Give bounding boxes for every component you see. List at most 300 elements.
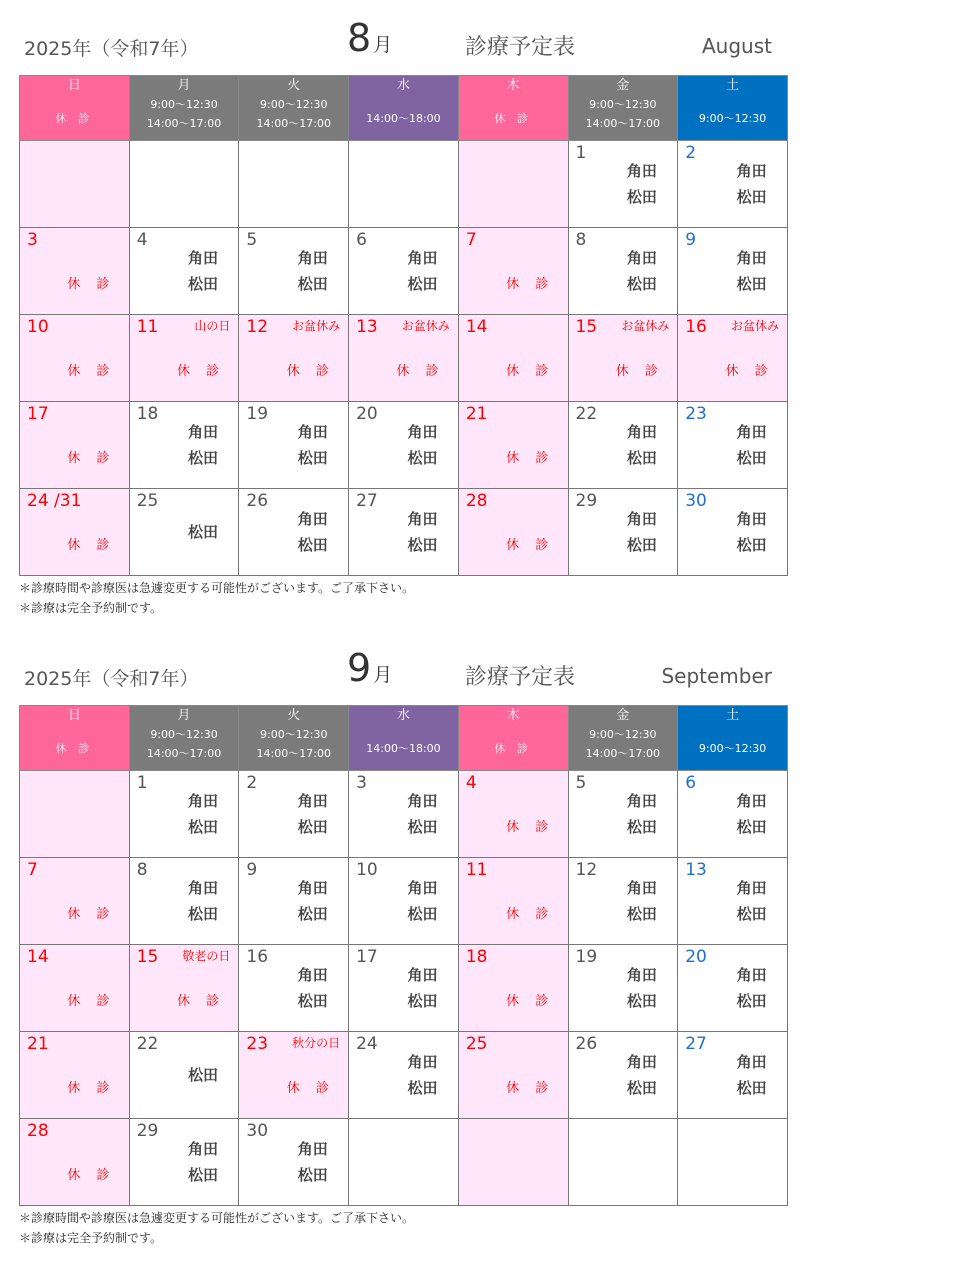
notes <box>19 1208 788 1248</box>
hours-label: 9:00～12:30 <box>698 742 767 755</box>
day-cell <box>20 945 130 1032</box>
doctor-name: 松田 <box>736 992 767 1010</box>
date-number: 8 <box>136 860 148 880</box>
hours-label: 14:00～17:00 <box>146 117 222 130</box>
doctor-name: 角田 <box>297 249 328 267</box>
day-cell <box>568 315 678 402</box>
doctor-name: 角田 <box>297 1140 328 1158</box>
doctor-name: 松田 <box>626 1079 657 1097</box>
day-cell <box>239 771 349 858</box>
doctor-name: 松田 <box>297 992 328 1010</box>
doctor-name: 角田 <box>736 1053 767 1071</box>
doctor-name: 角田 <box>188 423 219 441</box>
date-number: 10 <box>356 860 378 880</box>
weekday-header <box>568 76 678 141</box>
date-number: 22 <box>136 1034 159 1054</box>
day-cell <box>678 771 788 858</box>
day-cell <box>678 858 788 945</box>
day-cell <box>129 489 239 576</box>
day-cell <box>349 228 459 315</box>
doctor-name: 角田 <box>626 966 657 984</box>
day-cell <box>349 315 459 402</box>
notes <box>19 578 788 618</box>
doctor-name: 角田 <box>736 510 767 528</box>
day-cell <box>129 315 239 402</box>
date-number: 12 <box>575 860 598 880</box>
doctor-name: 松田 <box>736 905 767 923</box>
day-cell <box>349 1119 459 1206</box>
closed-label: 休 診 <box>506 1081 555 1096</box>
date-number: 6 <box>356 230 367 250</box>
doctor-name: 松田 <box>736 1079 767 1097</box>
hours-label: 9:00～12:30 <box>260 728 328 741</box>
doctor-name: 角田 <box>188 249 219 267</box>
date-number: 19 <box>575 947 598 967</box>
doctor-name: 松田 <box>626 992 657 1010</box>
doctor-name: 松田 <box>407 818 438 836</box>
closed-label: 休 診 <box>67 1081 116 1096</box>
weekday-name: 日 <box>67 78 81 93</box>
date-number: 3 <box>356 773 367 793</box>
date-number: 6 <box>685 773 697 793</box>
holiday-label: お盆休み <box>401 319 450 333</box>
calendar-table <box>19 705 788 1206</box>
day-cell <box>678 402 788 489</box>
calendar-september <box>19 630 788 1248</box>
closed-label: 休 診 <box>506 451 555 466</box>
week-row <box>20 489 788 576</box>
doctor-name: 松田 <box>736 818 767 836</box>
date-number: 27 <box>685 1034 707 1054</box>
date-number: 23 <box>246 1034 269 1054</box>
date-number: 3 <box>27 230 38 250</box>
date-number: 21 <box>465 404 488 424</box>
holiday-label: お盆休み <box>292 319 341 333</box>
week-row <box>20 1032 788 1119</box>
month-english: September <box>661 664 772 688</box>
closed-label: 休 診 <box>176 994 226 1009</box>
day-cell <box>239 402 349 489</box>
day-cell <box>129 771 239 858</box>
doctor-name: 松田 <box>407 275 438 293</box>
date-number: 13 <box>356 317 378 337</box>
month-english: August <box>702 34 772 58</box>
doctor-name: 松田 <box>736 449 767 467</box>
date-number: 29 <box>136 1121 159 1141</box>
doctor-name: 松田 <box>188 523 219 541</box>
hours-label: 9:00～12:30 <box>698 112 767 125</box>
day-cell <box>20 489 130 576</box>
date-number: 20 <box>356 404 378 424</box>
doctor-name: 角田 <box>736 162 767 180</box>
doctor-name: 松田 <box>297 536 328 554</box>
week-row <box>20 1119 788 1206</box>
closed-label: 休 診 <box>506 820 555 835</box>
date-number: 4 <box>136 230 148 250</box>
doctor-name: 松田 <box>407 905 438 923</box>
closed-label: 休 診 <box>506 538 555 553</box>
day-cell <box>568 858 678 945</box>
date-number: 16 <box>246 947 269 967</box>
closed-label: 休 診 <box>506 364 555 379</box>
doctor-name: 松田 <box>297 1166 328 1184</box>
holiday-label: 山の日 <box>194 319 231 333</box>
day-cell <box>458 489 568 576</box>
day-cell <box>129 402 239 489</box>
day-cell <box>239 228 349 315</box>
date-number: 30 <box>685 491 707 511</box>
day-cell <box>568 141 678 228</box>
date-number: 7 <box>27 860 38 880</box>
month-header <box>19 630 788 705</box>
doctor-name: 松田 <box>407 536 438 554</box>
doctor-name: 角田 <box>297 423 328 441</box>
day-cell <box>568 489 678 576</box>
holiday-label: お盆休み <box>621 319 670 333</box>
holiday-label: 秋分の日 <box>292 1036 341 1050</box>
schedule-title: 診療予定表 <box>465 35 576 60</box>
doctor-name: 松田 <box>297 275 328 293</box>
closed-label: 休 診 <box>67 364 116 379</box>
day-cell <box>239 489 349 576</box>
weekday-header <box>458 76 568 141</box>
era-label: 2025年（令和7年） <box>24 668 199 690</box>
day-cell <box>129 1119 239 1206</box>
closed-label: 休 診 <box>176 364 226 379</box>
weekday-name: 火 <box>287 708 301 723</box>
doctor-name: 角田 <box>407 510 438 528</box>
weekday-name: 月 <box>177 708 191 723</box>
doctor-name: 松田 <box>188 905 219 923</box>
doctor-name: 松田 <box>626 188 657 206</box>
doctor-name: 松田 <box>626 449 657 467</box>
closed-label: 休 診 <box>396 364 445 379</box>
date-number: 17 <box>27 404 49 424</box>
doctor-name: 角田 <box>736 249 767 267</box>
day-cell <box>129 858 239 945</box>
doctor-name: 角田 <box>297 792 328 810</box>
hours-label: 9:00～12:30 <box>150 728 218 741</box>
day-cell <box>678 1032 788 1119</box>
day-cell <box>349 141 459 228</box>
date-number: 11 <box>136 317 159 337</box>
day-cell <box>458 945 568 1032</box>
date-number: 8 <box>575 230 587 250</box>
closed-label: 休 診 <box>725 364 774 379</box>
weekday-header <box>678 706 788 771</box>
weekday-header <box>20 706 130 771</box>
date-number: 1 <box>136 773 148 793</box>
doctor-name: 角田 <box>407 966 438 984</box>
day-cell <box>349 489 459 576</box>
doctor-name: 松田 <box>188 449 219 467</box>
note-line: ＊診療は完全予約制です。 <box>19 1231 163 1245</box>
hours-label: 14:00～17:00 <box>256 747 331 760</box>
doctor-name: 松田 <box>626 275 657 293</box>
doctor-name: 角田 <box>736 879 767 897</box>
closed-label: 休 診 <box>494 112 532 125</box>
doctor-name: 角田 <box>407 423 438 441</box>
date-number: 27 <box>356 491 378 511</box>
date-number: 18 <box>136 404 159 424</box>
day-cell <box>458 228 568 315</box>
month-header <box>19 0 788 75</box>
closed-label: 休 診 <box>67 1168 116 1183</box>
day-cell <box>349 945 459 1032</box>
doctor-name: 角田 <box>407 249 438 267</box>
weekday-name: 土 <box>726 708 740 723</box>
closed-label: 休 診 <box>67 538 116 553</box>
date-number: 24 <box>356 1034 378 1054</box>
weekday-name: 月 <box>177 78 191 93</box>
note-line: ＊診療時間や診療医は急遽変更する可能性がございます。ご了承下さい。 <box>19 581 415 595</box>
note-line: ＊診療は完全予約制です。 <box>19 601 163 615</box>
closed-label: 休 診 <box>615 364 664 379</box>
day-cell <box>20 1119 130 1206</box>
day-cell <box>678 228 788 315</box>
hours-label: 9:00～12:30 <box>589 728 657 741</box>
hours-label: 14:00～17:00 <box>256 117 331 130</box>
month-number: 8 月 <box>347 16 393 60</box>
weekday-header <box>239 706 349 771</box>
date-number: 25 <box>136 491 159 511</box>
date-number: 15 <box>136 947 159 967</box>
day-cell <box>349 1032 459 1119</box>
doctor-name: 松田 <box>297 905 328 923</box>
week-row <box>20 141 788 228</box>
doctor-name: 松田 <box>407 1079 438 1097</box>
date-number: 20 <box>685 947 707 967</box>
week-row <box>20 771 788 858</box>
date-number: 26 <box>575 1034 598 1054</box>
weekday-header <box>129 76 239 141</box>
doctor-name: 角田 <box>626 792 657 810</box>
date-number: 30 <box>246 1121 269 1141</box>
day-cell <box>129 1032 239 1119</box>
closed-label: 休 診 <box>286 1081 335 1096</box>
doctor-name: 角田 <box>626 510 657 528</box>
doctor-name: 松田 <box>626 905 657 923</box>
closed-label: 休 診 <box>506 277 555 292</box>
day-cell <box>20 141 130 228</box>
date-number: 25 <box>465 1034 488 1054</box>
weekday-name: 木 <box>506 708 520 723</box>
weekday-name: 日 <box>67 708 81 723</box>
hours-label: 14:00～18:00 <box>366 742 441 755</box>
date-number: 14 <box>27 947 49 967</box>
closed-label: 休 診 <box>55 742 94 755</box>
weekday-name: 金 <box>616 708 630 723</box>
date-number: 7 <box>465 230 477 250</box>
date-number: 12 <box>246 317 269 337</box>
doctor-name: 角田 <box>736 966 767 984</box>
closed-label: 休 診 <box>67 994 116 1009</box>
weekday-header <box>129 706 239 771</box>
weekday-name: 水 <box>396 708 410 723</box>
closed-label: 休 診 <box>67 907 116 922</box>
doctor-name: 松田 <box>297 449 328 467</box>
doctor-name: 松田 <box>626 536 657 554</box>
doctor-name: 角田 <box>407 1053 438 1071</box>
doctor-name: 松田 <box>736 275 767 293</box>
date-number: 1 <box>575 143 587 163</box>
hours-label: 9:00～12:30 <box>589 98 657 111</box>
day-cell <box>458 1119 568 1206</box>
doctor-name: 角田 <box>297 879 328 897</box>
date-number: 29 <box>575 491 598 511</box>
day-cell <box>239 858 349 945</box>
day-cell <box>20 771 130 858</box>
weekday-header <box>568 706 678 771</box>
holiday-label: 敬老の日 <box>182 949 231 963</box>
calendar-august <box>19 0 788 618</box>
closed-label: 休 診 <box>67 451 116 466</box>
day-cell <box>568 402 678 489</box>
note-line: ＊診療時間や診療医は急遽変更する可能性がございます。ご了承下さい。 <box>19 1211 415 1225</box>
month-number: 9 月 <box>347 646 393 690</box>
day-cell <box>20 1032 130 1119</box>
date-number: 13 <box>685 860 707 880</box>
day-cell <box>349 858 459 945</box>
date-number: 9 <box>685 230 697 250</box>
date-number: 19 <box>246 404 269 424</box>
week-row <box>20 945 788 1032</box>
date-number: 16 <box>685 317 707 337</box>
date-number: 10 <box>27 317 49 337</box>
day-cell <box>458 858 568 945</box>
day-cell <box>458 315 568 402</box>
doctor-name: 松田 <box>188 1066 219 1084</box>
doctor-name: 角田 <box>736 792 767 810</box>
day-cell <box>678 1119 788 1206</box>
hours-label: 14:00～18:00 <box>366 112 441 125</box>
doctor-name: 角田 <box>188 879 219 897</box>
day-cell <box>568 228 678 315</box>
weekday-name: 金 <box>616 78 630 93</box>
day-cell <box>20 228 130 315</box>
doctor-name: 角田 <box>626 162 657 180</box>
day-cell <box>458 402 568 489</box>
week-row <box>20 228 788 315</box>
closed-label: 休 診 <box>55 112 94 125</box>
doctor-name: 角田 <box>626 249 657 267</box>
date-number: 23 <box>685 404 707 424</box>
day-cell <box>678 315 788 402</box>
era-label: 2025年（令和7年） <box>24 38 199 60</box>
date-number: 5 <box>575 773 587 793</box>
day-cell <box>20 315 130 402</box>
doctor-name: 松田 <box>626 818 657 836</box>
day-cell <box>678 141 788 228</box>
day-cell <box>349 402 459 489</box>
day-cell <box>20 858 130 945</box>
day-cell <box>678 945 788 1032</box>
hours-label: 14:00～17:00 <box>585 747 661 760</box>
weekday-header <box>349 706 459 771</box>
weekday-header <box>678 76 788 141</box>
date-number: 14 <box>465 317 488 337</box>
hours-label: 14:00～17:00 <box>146 747 222 760</box>
holiday-label: お盆休み <box>730 319 779 333</box>
weekday-name: 木 <box>506 78 520 93</box>
closed-label: 休 診 <box>286 364 335 379</box>
hours-label: 14:00～17:00 <box>585 117 661 130</box>
week-row <box>20 858 788 945</box>
calendar-table <box>19 75 788 576</box>
doctor-name: 松田 <box>736 536 767 554</box>
weekday-name: 水 <box>396 78 410 93</box>
closed-label: 休 診 <box>506 994 555 1009</box>
date-number: 28 <box>27 1121 49 1141</box>
day-cell <box>458 141 568 228</box>
day-cell <box>458 771 568 858</box>
closed-label: 休 診 <box>506 907 555 922</box>
doctor-name: 角田 <box>626 423 657 441</box>
date-number: 21 <box>27 1034 49 1054</box>
doctor-name: 松田 <box>188 818 219 836</box>
doctor-name: 角田 <box>626 1053 657 1071</box>
day-cell <box>20 402 130 489</box>
doctor-name: 松田 <box>188 275 219 293</box>
weekday-header <box>20 76 130 141</box>
day-cell <box>129 141 239 228</box>
day-cell <box>239 1032 349 1119</box>
date-number: 28 <box>465 491 488 511</box>
date-number: 26 <box>246 491 269 511</box>
doctor-name: 松田 <box>736 188 767 206</box>
doctor-name: 角田 <box>188 1140 219 1158</box>
weekday-name: 火 <box>287 78 301 93</box>
date-number: 18 <box>465 947 488 967</box>
week-row <box>20 315 788 402</box>
doctor-name: 角田 <box>736 423 767 441</box>
hours-label: 9:00～12:30 <box>260 98 328 111</box>
doctor-name: 角田 <box>297 510 328 528</box>
hours-label: 9:00～12:30 <box>150 98 218 111</box>
date-number: 9 <box>246 860 258 880</box>
doctor-name: 角田 <box>407 879 438 897</box>
doctor-name: 松田 <box>407 449 438 467</box>
day-cell <box>568 771 678 858</box>
day-cell <box>458 1032 568 1119</box>
date-number: 2 <box>246 773 258 793</box>
day-cell <box>239 315 349 402</box>
doctor-name: 松田 <box>407 992 438 1010</box>
day-cell <box>129 945 239 1032</box>
doctor-name: 角田 <box>297 966 328 984</box>
weekday-header <box>349 76 459 141</box>
day-cell <box>239 945 349 1032</box>
day-cell <box>129 228 239 315</box>
date-number: 2 <box>685 143 697 163</box>
date-number: 24 /31 <box>27 491 82 511</box>
week-row <box>20 402 788 489</box>
day-cell <box>239 1119 349 1206</box>
closed-label: 休 診 <box>67 277 116 292</box>
weekday-header <box>458 706 568 771</box>
doctor-name: 角田 <box>188 792 219 810</box>
date-number: 15 <box>575 317 598 337</box>
date-number: 4 <box>465 773 477 793</box>
day-cell <box>349 771 459 858</box>
date-number: 5 <box>246 230 258 250</box>
day-cell <box>239 141 349 228</box>
doctor-name: 松田 <box>297 818 328 836</box>
day-cell <box>568 945 678 1032</box>
doctor-name: 角田 <box>407 792 438 810</box>
weekday-name: 土 <box>726 78 740 93</box>
doctor-name: 角田 <box>626 879 657 897</box>
